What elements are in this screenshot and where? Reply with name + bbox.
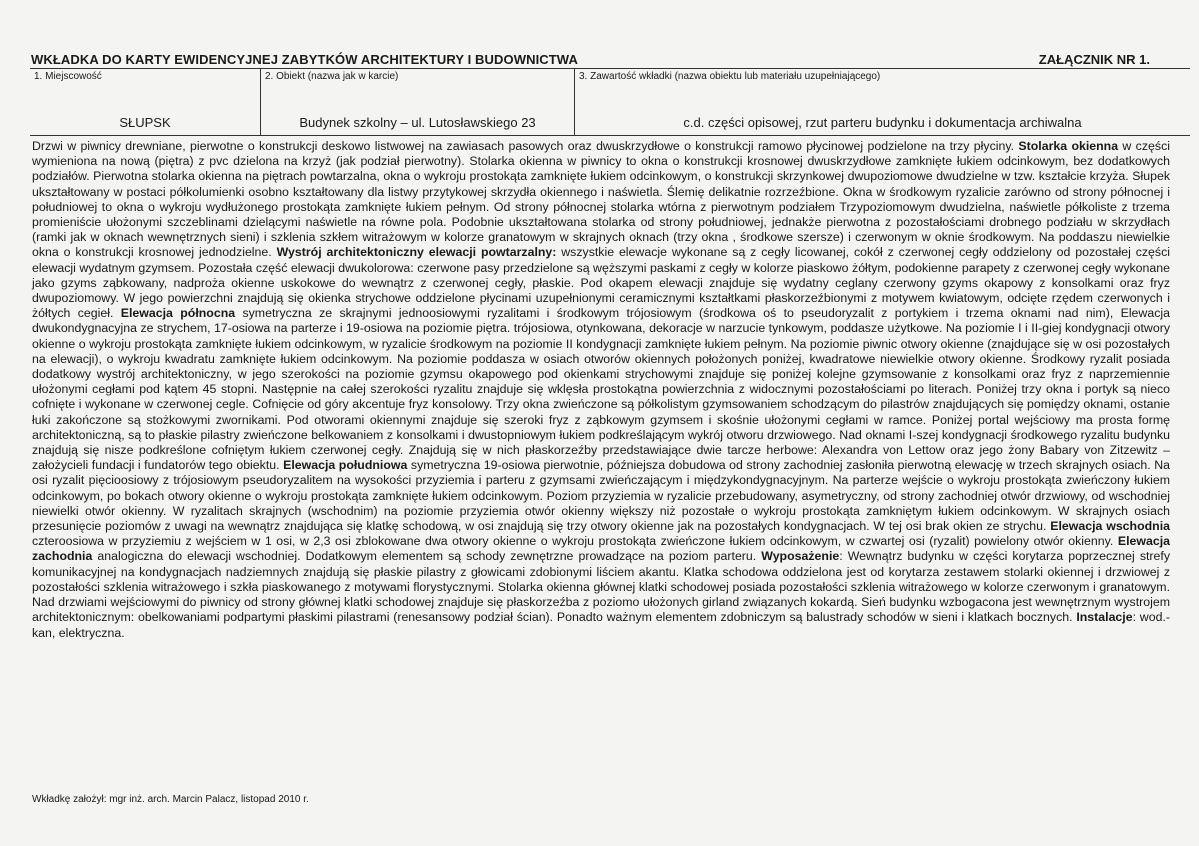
text-segment: symetryczna 19-osiowa pierwotnie, późniejsza dobudowa od strony zachodniej zasłoniła pierwotną elewację w trzech skrajnych osiach. Na osi ryzalit pięcioosiowy z trójosiowym pseudoryzalitem na wysokości przyziemia i parteru z gzymsami zwieńczającym i międzykondygnacyjnym. Na parterze wejście o wykroju prostokąta zwieńczony łukiem odcinkowym, po bokach otwory okienne o wykroju prostokąta zamknięte łukiem odcinkowym. Poziom przyziemia w ryzalicie przebudowany, asymetryczny, od strony zachodniej otwór drzwiowy, od wschodniej niewielki otwór okienny. W ryzalitach skrajnych (wschodnim) na poziomie przyziemia otwór okienny większy niż pozostałe o wykroju prostokąta zamkniętym łukiem odcinkowym. W skrajnych osiach przesunięcie poziomów z uwagi na wewnątrz znajdująca się klatkę schodową, w osi znajdują się trzy otwory okienne jak na pozostałych kondygnacjach. W tej osi brak okien ze strychu. (32, 458, 1171, 534)
document-sheet (30, 0, 1190, 846)
header-fields-row (30, 68, 1190, 136)
heading-facade-decoration: Wystrój architektoniczny elewacji powtarzalny: (276, 245, 557, 260)
description-paragraph (32, 139, 1170, 641)
heading-window-joinery: Stolarka okienna (1018, 139, 1119, 153)
text-segment: symetryczna ze skrajnymi jednoosiowymi ryzalitami i środkowym trójosiowym (środkowa oś to pseudoryzalit z portykiem i trzema oknami nad nim), Elewacja dwukondygnacyjna ze strychem, 17-osiowa na parterze i 19-osiowa na poziomie piętra. trójosiowa, otynkowana, dekoracje w narzucie tynkowym, poddasze użytkowe. Na poziomie I i II-giej kondygnacji otwory okienne o wykroju prostokąta zamknięte łukiem odcinkowym, w ryzalicie środkowym na poziomie II kondygnacji zamknięte łukiem pełnym. Na poziomie piwnic otwory okienne (znajdujące się w osi pozostałych na elewacji), o wykroju kwadratu zamknięte łukiem odcinkowym. Na poziomie poddasza w osiach otworów okiennych położonych poniżej, kwadratowe niewielkie otwory okienne. Środkowy ryzalit posiada dodatkowy wystrój architektoniczny, w jego szerokości na poziomie gzymsu okapowego pod okienkami strychowymi znajduje się poniżej kolejne gzymsowanie z konsolkami oraz fryz z naprzemiennie ułożonymi cegłami pod kątem 45 stopni. Następnie na całej szerokości ryzalitu znajduje się wklęsła prostokątna powierzchnia z widocznymi pozostałościami po literach. Poniżej trzy okna i portyk są nieco cofnięte i wykonane w czerwonej cegle. Cofnięcie od góry akcentuje fryz konsolowy. Trzy okna zwieńczone są półkolistym gzymsowaniem schodzącym do pilastrów znajdujących się pomiędzy oknami, ostanie łuki zakończone są stożkowymi zwornikami. Pod otworami okiennymi znajduje się szeroki fryz z ząbkowym gzymsem i skośnie ułożonymi cegłami w ramce. Poniżej portal wejściowy ma prosta formę architektoniczną, są to płaskie pilastry zwieńczone belkowaniem z konsolkami i dwustopniowym łukiem podkreślającym wykrój otworu drzwiowego. Nad oknami I-szej kondygnacji środkowego ryzalitu budynku znajdują się nisze podkreślone cofniętym łukiem czerwonej cegły. Znajdują się w nich płaskorzeźby przedstawiające dwie tarcze herbowe: Alexandra von Lettow oraz jego żony Babary von Zitzewitz – założycieli fundacji i fundatorów tego obiektu. (32, 306, 1170, 473)
author-note: Wkładkę założył: mgr inż. arch. Marcin Palacz, listopad 2010 r. (32, 794, 309, 805)
content-label: 3. Zawartość wkładki (nazwa obiektu lub materiału uzupełniającego) (579, 71, 881, 82)
content-value: c.d. części opisowej, rzut parteru budynku i dokumentacja archiwalna (683, 115, 1082, 130)
text-segment: analogiczna do elewacji wschodniej. Dodatkowym elementem są schody zewnętrzne prowadzące na poziom parteru. (92, 549, 762, 564)
locality-label: 1. Miejscowość (34, 71, 102, 82)
locality-value: SŁUPSK (119, 115, 171, 130)
text-segment: wszystkie elewacje wykonane są z cegły licowanej, cokół z czerwonej cegły oddzielony od pozostałej części elewacji wydatnym gzymsem. Pozostała część elewacji dwukolorowa: czerwone pasy przedzielone są węższymi paskami z cegły w kolorze piaskowo żółtym, podokienne parapety z czerwonej cegły wykonane jako gzyms ząbkowany, nadproża okienne uskokowe do wewnątrz z czerwonej cegły, płaskie. Pod okapem elewacji znajduje się wydatny ceglany czerwony gzyms okapowy z konsolkami oraz fryz dwupoziomowy. W jego powierzchni znajdują się okienka strychowe oddzielone płycinami uzupełnionymi ceramicznymi kształtkami płaskorzeźbionymi z motywem kwiatowym, odcięte rzędem czerwonych i żółtych cegieł. (32, 245, 1170, 321)
object-value: Budynek szkolny – ul. Lutosławskiego 23 (299, 115, 536, 130)
heading-installations: Instalacje (1076, 610, 1133, 625)
content-cell (575, 69, 1190, 135)
object-cell (261, 69, 575, 135)
heading-east-facade: Elewacja wschodnia (1050, 519, 1171, 534)
text-segment: w części wymieniona na nową (piętra) z pvc dzielona na krzyż (jak podział pierwotny). Stolarka okienna w piwnicy to okna o konstrukcji krosnowej dwuskrzydłowe zamknięte łukiem odcinkowym, bez dodatkowych podziałów. Pierwotna stolarka okienna na piętrach powtarzalna, okna o wykroju prostokąta zamknięte łukiem odcinkowym, o konstrukcji skrzynkowej dwupoziomowe dwudzielne w tzw. kształcie krzyża. Słupek ukształtowany w postaci półkolumienki osobno kształtowany dla listwy przytykowej skrzydła okiennego i naświetla. Ślemię delikatnie rozrzeźbione. Okna w środkowym ryzalicie zarówno od strony północnej i południowej to okna o wykroju wydłużonego prostokąta zamknięte łukiem pełnym. Od strony północnej stolarka wtórna z pierwotnym podziałem Trzypoziomowym dwudzielna, naświetle półkoliste z trzema promieniście ułożonymi szczeblinami dzielącymi naświetle na równe pola. Podobnie ukształtowana stolarka od strony południowej, jednakże pierwotna z pozostałościami drobnego podziału w skrzydłach (ramki jak w oknach wewnętrznych sieni) i szklenia szkłem witrażowym w kolorze granatowym w skrajnych oknach (trzy okna , środkowe szersze) i czerwonym w oknie środkowym. Na poddaszu niewielkie okna o konstrukcji krosnowej jednodzielne. (32, 139, 1170, 260)
heading-south-facade: Elewacja południowa (283, 458, 408, 473)
annex-label: ZAŁĄCZNIK NR 1. (1038, 52, 1150, 67)
heading-west-facade: Elewacja zachodnia (32, 534, 1170, 564)
text-segment: czteroosiowa w przyziemiu z wejściem w 1 osi, w 2,3 osi zblokowane dwa otwory okienne o wykroju prostokąta zwieńczone łukiem odcinkowym, w czwartej osi (ryzalit) powielony otwór okienny. (32, 534, 1118, 549)
locality-cell (30, 69, 261, 135)
text-segment: Drzwi w piwnicy drewniane, pierwotne o konstrukcji deskowo listwowej na zawiasach pasowych oraz dwuskrzydłowe o konstrukcji ramowo płycinowej podzielone na trzy płyciny. (32, 139, 1019, 153)
object-label: 2. Obiekt (nazwa jak w karcie) (265, 71, 399, 82)
text-segment: : Wewnątrz budynku w części korytarza poprzecznej strefy komunikacyjnej na kondygnacjach nadziemnych znajdują się płaskie pilastry z głowicami zdobionymi liściem akantu. Klatka schodowa oddzielona jest od korytarza zestawem stolarki okiennej i drzwiowej z pozostałości szklenia witrażowego i szkła piaskowanego z motywami florystycznymi. Stolarka okienna głównej klatki schodowej posiada pozostałości szklenia witrażowego w kolorze czerwonym i granatowym. Nad drzwiami wejściowymi do piwnicy od strony głównej klatki schodowej znajduje się płaskorzeźba z poziomo ułożonych girland związanych kokardą. Sień budynku wzbogacona jest wewnętrznym wystrojem architektonicznym: obelkowaniami podpartymi płaskimi pilastrami (renesansowy podział ścian). Ponadto ważnym elementem zdobniczym są balustrady schodów w sieni i klatkach bocznych. (32, 549, 1170, 625)
document-title: WKŁADKA DO KARTY EWIDENCYJNEJ ZABYTKÓW ARCHITEKTURY I BUDOWNICTWA (31, 52, 578, 67)
heading-furnishings: Wyposażenie (761, 549, 840, 564)
text-segment: : wod.-kan, elektryczna. (32, 610, 1170, 640)
heading-north-facade: Elewacja północna (120, 306, 236, 321)
